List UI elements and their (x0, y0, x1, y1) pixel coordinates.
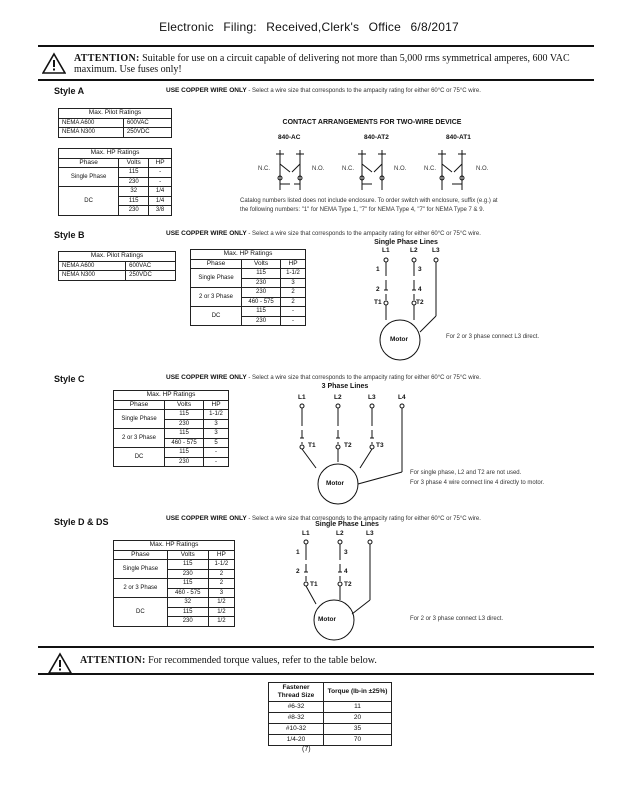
col-header: Phase (59, 158, 119, 168)
table-title: Max. HP Ratings (191, 250, 306, 260)
divider (38, 79, 594, 81)
attention-text: Suitable for use on a circuit capable of delivering not more than 5,000 rms symmetrical amperes, 600 VAC maximum. Use fuses only! (74, 53, 570, 75)
cell: 230 (167, 617, 208, 627)
cell: 32 (119, 187, 149, 197)
cell: - (149, 177, 172, 187)
cell: 115 (165, 410, 204, 420)
terminal-2-label: 2 (376, 286, 380, 293)
divider (38, 673, 594, 675)
contact-nc-label: N.C. (424, 166, 436, 172)
cell: 115 (242, 269, 281, 279)
cell: 3 (208, 588, 234, 598)
line-l4-label: L4 (398, 394, 406, 401)
cell: #8-32 (269, 713, 324, 724)
divider (38, 45, 594, 47)
line-l1-label: L1 (298, 394, 306, 401)
style-a-hp-table (58, 148, 172, 216)
cell: 115 (165, 448, 204, 458)
style-b-note: For 2 or 3 phase connect L3 direct. (446, 334, 540, 340)
cell: 3 (204, 419, 229, 429)
cell: Single Phase (114, 560, 168, 579)
cell: 70 (324, 735, 392, 746)
terminal-t2-label: T2 (416, 299, 424, 306)
cell: 115 (119, 196, 149, 206)
cell: 115 (167, 560, 208, 570)
col-header: HP (208, 550, 234, 560)
cell: 115 (165, 429, 204, 439)
cell: 460 - 575 (165, 438, 204, 448)
style-d-note: For 2 or 3 phase connect L3 direct. (410, 616, 504, 622)
cell: 115 (242, 307, 281, 317)
cell: 20 (324, 713, 392, 724)
col-header: Phase (114, 400, 165, 410)
style-c-wiring-diagram (290, 402, 420, 508)
cell: - (281, 307, 306, 317)
terminal-t1-label: T1 (310, 581, 318, 588)
attention-label: ATTENTION: (74, 53, 140, 64)
terminal-3-label: 3 (344, 549, 348, 556)
contact-nc-label: N.C. (342, 166, 354, 172)
cell: DC (59, 187, 119, 216)
contact-840-ac-label: 840-AC (278, 134, 301, 141)
style-c-label: Style C (54, 374, 85, 384)
cell: 1-1/2 (281, 269, 306, 279)
terminal-t3-label: T3 (376, 442, 384, 449)
motor-label: Motor (326, 480, 345, 487)
cell: 1/2 (208, 607, 234, 617)
table-title: Max. HP Ratings (114, 541, 235, 551)
cell: 1-1/2 (204, 410, 229, 420)
col-header: HP (149, 158, 172, 168)
page-number: (7) (302, 746, 311, 753)
line-l2-label: L2 (334, 394, 342, 401)
cell: 230 (119, 206, 149, 216)
style-c-note-1: For single phase, L2 and T2 are not used. (410, 470, 522, 476)
wire-note-bold: USE COPPER WIRE ONLY (166, 374, 247, 381)
style-a-wire-note (166, 87, 481, 94)
style-d-wiring-diagram (290, 538, 390, 648)
cell: 3 (281, 278, 306, 288)
col-header: Volts (242, 259, 281, 269)
cell: - (204, 448, 229, 458)
line-l2-label: L2 (410, 247, 418, 254)
cell: #10-32 (269, 724, 324, 735)
table-title: Max. Pilot Ratings (59, 109, 172, 119)
wire-note-text: - Select a wire size that corresponds to the ampacity rating for either 60°C or 75°C wire. (246, 88, 481, 94)
terminal-t1-label: T1 (374, 299, 382, 306)
cell: DC (114, 448, 165, 467)
warning-triangle-icon (48, 652, 72, 674)
wire-note-bold: USE COPPER WIRE ONLY (166, 87, 247, 94)
wire-note-text: - Select a wire size that corresponds to the ampacity rating for either 60°C or 75°C wire. (246, 231, 481, 237)
cell: - (204, 457, 229, 467)
cell: DC (191, 307, 242, 326)
style-b-wire-note (166, 230, 481, 237)
contact-840-at1-label: 840-AT1 (446, 134, 471, 141)
table-title: Max. HP Ratings (59, 149, 172, 159)
cell: 1/4 (149, 187, 172, 197)
contact-nc-label: N.C. (258, 166, 270, 172)
style-a-pilot-table (58, 108, 172, 138)
style-b-pilot-table (58, 251, 176, 281)
cell: 2 (281, 288, 306, 298)
cell: 3/8 (149, 206, 172, 216)
attention-notice-2 (80, 655, 580, 666)
col-header: Phase (191, 259, 242, 269)
cell: 2 (208, 579, 234, 589)
col-header: Volts (167, 550, 208, 560)
cell: 230 (242, 316, 281, 326)
col-header: Phase (114, 550, 168, 560)
cell: 460 - 575 (242, 297, 281, 307)
terminal-3-label: 3 (418, 266, 422, 273)
style-a-label: Style A (54, 86, 85, 96)
cell: 1/4 (149, 196, 172, 206)
cell: 250VDC (123, 128, 171, 138)
cell: 1-1/2 (208, 560, 234, 570)
col-header: Volts (119, 158, 149, 168)
terminal-4-label: 4 (418, 286, 422, 293)
style-c-wire-note (166, 374, 481, 381)
cell: 460 - 575 (167, 588, 208, 598)
cell: 2 or 3 Phase (114, 429, 165, 448)
catalog-note-line2: the following numbers: "1" for NEMA Type 1, "7" for NEMA Type 4, "7" for NEMA Type 7 & 9. (240, 207, 485, 213)
contact-arrangements-title: CONTACT ARRANGEMENTS FOR TWO-WIRE DEVICE (282, 119, 462, 126)
cell: 250VDC (126, 271, 176, 281)
cell: 115 (167, 579, 208, 589)
line-l1-label: L1 (382, 247, 390, 254)
cell: Single Phase (114, 410, 165, 429)
cell: 2 (281, 297, 306, 307)
style-c-hp-table (113, 390, 229, 467)
cell: 230 (119, 177, 149, 187)
cell: NEMA A600 (59, 118, 124, 128)
style-b-wiring-diagram (360, 256, 460, 366)
torque-table (268, 682, 392, 746)
line-l3-label: L3 (368, 394, 376, 401)
cell: 230 (242, 288, 281, 298)
cell: NEMA A600 (59, 261, 126, 271)
cell: 3 (204, 429, 229, 439)
line-l3-label: L3 (366, 530, 374, 537)
cell: 2 (208, 569, 234, 579)
contact-no-label: N.O. (312, 166, 325, 172)
cell: 11 (324, 702, 392, 713)
cell: 35 (324, 724, 392, 735)
style-b-hp-table (190, 249, 306, 326)
contact-no-label: N.O. (394, 166, 407, 172)
wire-note-text: - Select a wire size that corresponds to the ampacity rating for either 60°C or 75°C wire. (246, 516, 481, 522)
col-header: HP (204, 400, 229, 410)
cell: 230 (167, 569, 208, 579)
terminal-2-label: 2 (296, 568, 300, 575)
attention-notice-1 (74, 53, 584, 75)
table-title: Max. HP Ratings (114, 391, 229, 401)
cell: 2 or 3 Phase (114, 579, 168, 598)
warning-triangle-icon (42, 52, 66, 74)
wire-note-bold: USE COPPER WIRE ONLY (166, 515, 247, 522)
style-d-label: Style D & DS (54, 517, 109, 527)
cell: Single Phase (191, 269, 242, 288)
style-d-hp-table (113, 540, 235, 627)
cell: 1/2 (208, 617, 234, 627)
style-d-diagram-title: Single Phase Lines (315, 521, 379, 528)
contact-no-label: N.O. (476, 166, 489, 172)
cell: - (281, 316, 306, 326)
terminal-t2-label: T2 (344, 442, 352, 449)
motor-label: Motor (390, 336, 409, 343)
wire-note-bold: USE COPPER WIRE ONLY (166, 230, 247, 237)
col-header: HP (281, 259, 306, 269)
cell: 32 (167, 598, 208, 608)
terminal-1-label: 1 (376, 266, 380, 273)
catalog-note-line1: Catalog numbers listed does not include enclosure. To order switch with enclosure, suffix (e.g.) at (240, 198, 498, 204)
cell: 600VAC (126, 261, 176, 271)
terminal-t1-label: T1 (308, 442, 316, 449)
style-c-note-2: For 3 phase 4 wire connect line 4 directly to motor. (410, 480, 545, 486)
cell: 230 (165, 457, 204, 467)
cell: 1/2 (208, 598, 234, 608)
line-l1-label: L1 (302, 530, 310, 537)
cell: 5 (204, 438, 229, 448)
line-l2-label: L2 (336, 530, 344, 537)
filing-header: Electronic Filing: Received,Clerk's Office 6/8/2017 (159, 20, 459, 34)
cell: 2 or 3 Phase (191, 288, 242, 307)
terminal-1-label: 1 (296, 549, 300, 556)
cell: #6-32 (269, 702, 324, 713)
cell: - (149, 168, 172, 178)
attention-label: ATTENTION: (80, 655, 146, 666)
col-header: Fastener Thread Size (269, 683, 324, 702)
cell: DC (114, 598, 168, 627)
terminal-4-label: 4 (344, 568, 348, 575)
wire-note-text: - Select a wire size that corresponds to the ampacity rating for either 60°C or 75°C wire. (246, 375, 481, 381)
style-c-diagram-title: 3 Phase Lines (321, 383, 369, 390)
motor-label: Motor (318, 616, 337, 623)
cell: Single Phase (59, 168, 119, 187)
style-b-label: Style B (54, 230, 85, 240)
cell: 1/4-20 (269, 735, 324, 746)
cell: NEMA N300 (59, 128, 124, 138)
style-b-diagram-title: Single Phase Lines (374, 239, 438, 246)
cell: 600VAC (123, 118, 171, 128)
divider (38, 646, 594, 648)
col-header: Volts (165, 400, 204, 410)
cell: 230 (242, 278, 281, 288)
line-l3-label: L3 (432, 247, 440, 254)
table-title: Max. Pilot Ratings (59, 252, 176, 262)
col-header: Torque (lb-in ±25%) (324, 683, 392, 702)
contact-840-at2-label: 840-AT2 (364, 134, 389, 141)
cell: 115 (167, 607, 208, 617)
cell: 115 (119, 168, 149, 178)
attention-text: For recommended torque values, refer to the table below. (148, 655, 377, 666)
cell: 230 (165, 419, 204, 429)
cell: NEMA N300 (59, 271, 126, 281)
terminal-t2-label: T2 (344, 581, 352, 588)
